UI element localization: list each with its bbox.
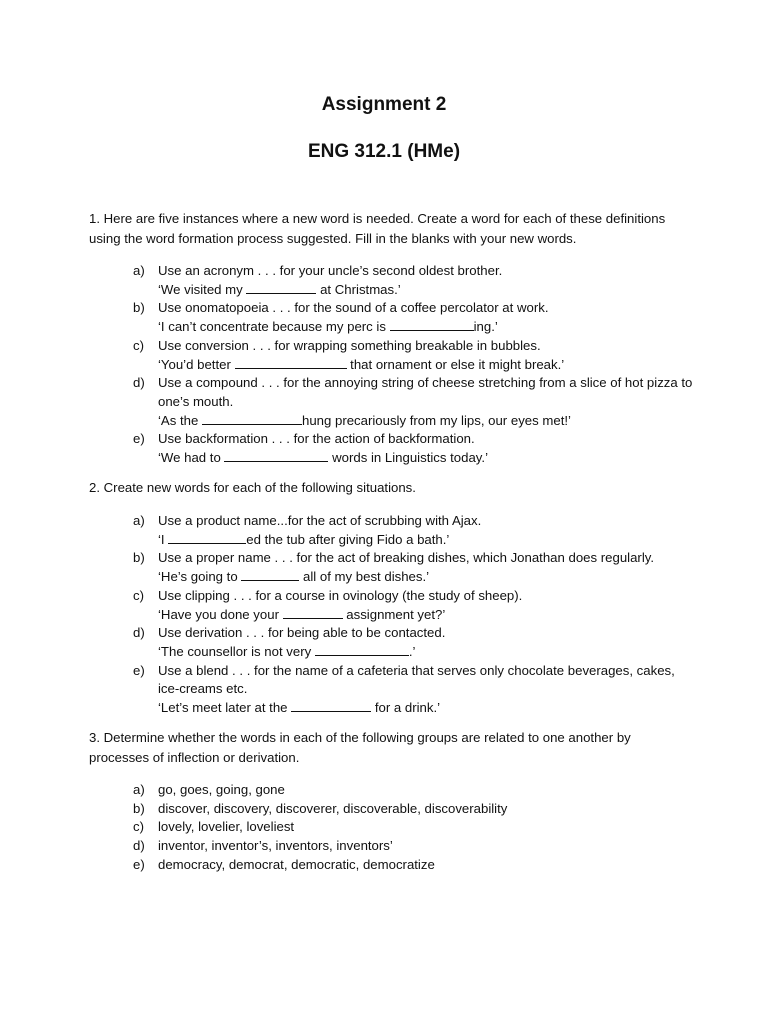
item-marker: a) — [133, 263, 145, 278]
list-item — [133, 262, 693, 299]
item-marker: e) — [133, 856, 145, 872]
item-example: ‘We had to words in Linguistics today.’ — [158, 450, 489, 466]
item-instruction: Use a blend . . . for the name of a cafeteria that serves only chocolate beverages, cakes, ice-creams etc. — [158, 662, 675, 697]
item-marker: c) — [133, 819, 144, 835]
list-item — [133, 662, 693, 718]
item-marker: e) — [133, 431, 145, 447]
item-example: ‘Have you done your assignment yet?’ — [158, 606, 446, 622]
document-title: Assignment 2 — [321, 94, 447, 115]
item-instruction: Use a product name...for the act of scrubbing with Ajax. — [158, 513, 482, 528]
list-item — [133, 430, 693, 467]
item-example: ‘You’d better that ornament or else it might break.’ — [158, 356, 565, 372]
answer-blank[interactable] — [246, 281, 316, 294]
item-marker: b) — [133, 550, 145, 566]
item-example: ‘As the hung precariously from my lips, our eyes met!’ — [158, 412, 571, 428]
item-marker: e) — [133, 662, 145, 678]
item-example: ‘He’s going to all of my best dishes.’ — [158, 569, 430, 585]
list-item — [133, 374, 693, 430]
question-3-intro: 3. Determine whether the words in each of the following groups are related to one another by processes of inflection or derivation. — [89, 730, 631, 765]
list-item — [133, 337, 693, 374]
question-2-intro: 2. Create new words for each of the following situations. — [89, 480, 416, 495]
question-3-list — [133, 781, 693, 875]
item-instruction: Use derivation . . . for being able to be contacted. — [158, 625, 446, 641]
item-instruction: Use a compound . . . for the annoying string of cheese stretching from a slice of hot pizza to one’s mouth. — [158, 375, 693, 409]
item-instruction: Use clipping . . . for a course in ovinology (the study of sheep). — [158, 587, 523, 603]
list-item — [133, 818, 693, 837]
item-marker: b) — [133, 300, 145, 316]
list-item — [133, 624, 693, 661]
question-2-list — [133, 512, 693, 718]
answer-blank[interactable] — [202, 412, 302, 425]
item-example: ‘The counsellor is not very .’ — [158, 643, 416, 659]
item-marker: d) — [133, 838, 145, 854]
list-item — [133, 856, 693, 875]
item-marker: c) — [133, 337, 144, 353]
item-text: lovely, lovelier, loveliest — [158, 819, 295, 835]
item-instruction: Use an acronym . . . for your uncle’s second oldest brother. — [158, 263, 503, 278]
answer-blank[interactable] — [235, 356, 347, 369]
item-marker: a) — [133, 513, 145, 528]
item-marker: a) — [133, 782, 145, 797]
item-text: discover, discovery, discoverer, discoverable, discoverability — [158, 800, 508, 816]
item-example: ‘Let’s meet later at the for a drink.’ — [158, 700, 441, 716]
answer-blank[interactable] — [283, 606, 343, 619]
item-marker: b) — [133, 800, 145, 816]
item-text: inventor, inventor’s, inventors, inventors’ — [158, 838, 393, 854]
item-instruction: Use onomatopoeia . . . for the sound of a coffee percolator at work. — [158, 300, 549, 316]
answer-blank[interactable] — [291, 699, 371, 712]
question-1-intro: 1. Here are five instances where a new word is needed. Create a word for each of these definitions using the word formation process suggested. Fill in the blanks with your new words. — [89, 211, 666, 246]
item-text: go, goes, going, gone — [158, 782, 285, 797]
answer-blank[interactable] — [241, 568, 299, 581]
item-example: ‘We visited my at Christmas.’ — [158, 281, 401, 297]
list-item — [133, 800, 693, 819]
item-example: ‘I ed the tub after giving Fido a bath.’ — [158, 531, 450, 547]
item-example: ‘I can’t concentrate because my perc is ing.’ — [158, 319, 498, 335]
answer-blank[interactable] — [224, 449, 328, 462]
list-item — [133, 837, 693, 856]
item-instruction: Use a proper name . . . for the act of breaking dishes, which Jonathan does regularly. — [158, 550, 655, 566]
course-code: ENG 312.1 (HMe) — [307, 141, 461, 162]
list-item — [133, 587, 693, 624]
item-marker: c) — [133, 587, 144, 603]
item-instruction: Use backformation . . . for the action of backformation. — [158, 431, 475, 447]
item-instruction: Use conversion . . . for wrapping something breakable in bubbles. — [158, 337, 541, 353]
item-marker: d) — [133, 375, 145, 391]
item-text: democracy, democrat, democratic, democratize — [158, 856, 435, 872]
answer-blank[interactable] — [315, 643, 409, 656]
list-item — [133, 299, 693, 336]
item-marker: d) — [133, 625, 145, 641]
answer-blank[interactable] — [168, 531, 246, 544]
list-item — [133, 512, 693, 549]
list-item — [133, 781, 693, 800]
question-1-list — [133, 262, 693, 468]
answer-blank[interactable] — [390, 318, 474, 331]
list-item — [133, 549, 693, 586]
